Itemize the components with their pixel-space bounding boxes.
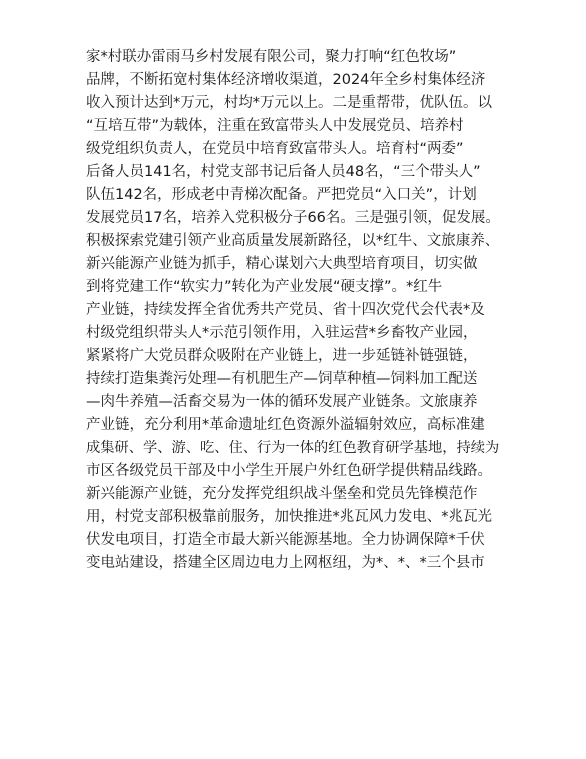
text-line: “互培互带”为载体，注重在致富带头人中发展党员、培养村 bbox=[86, 118, 464, 134]
text-line: 发展党员17名，培养入党积极分子66名。三是强引领，促发展。 bbox=[86, 210, 500, 226]
text-line: 积极探索党建引领产业高质量发展新路径，以*红牛、文旅康养、 bbox=[86, 233, 500, 249]
text-line: —肉牛养殖—活畜交易为一体的循环发展产业链条。文旅康养 bbox=[86, 394, 478, 410]
text-line: 变电站建设，搭建全区周边电力上网枢纽，为*、*、*三个县市 bbox=[86, 555, 485, 571]
text-line: 村级党组织带头人*示范引领作用，入驻运营*乡畜牧产业园， bbox=[86, 325, 478, 341]
text-line: 收入预计达到*万元，村均*万元以上。二是重帮带，优队伍。以 bbox=[86, 95, 492, 111]
text-line: 产业链，持续发挥全省优秀共产党员、省十四次党代会代表*及 bbox=[86, 302, 485, 318]
text-line: 紧紧将广大党员群众吸附在产业链上，进一步延链补链强链， bbox=[86, 348, 478, 364]
text-line: 市区各级党员干部及中小学生开展户外红色研学提供精品线路。 bbox=[86, 463, 492, 479]
text-line: 级党组织负责人，在党员中培育致富带头人。培育村“两委” bbox=[86, 141, 464, 157]
text-line: 家*村联办雷雨马乡村发展有限公司，聚力打响“红色牧场” bbox=[86, 49, 457, 65]
body-text bbox=[86, 46, 506, 575]
text-line: 用，村党支部积极靠前服务，加快推进*兆瓦风力发电、*兆瓦光 bbox=[86, 509, 492, 525]
text-line: 品牌，不断拓宽村集体经济增收渠道，2024年全乡村集体经济 bbox=[86, 72, 486, 88]
text-line: 持续打造集粪污处理—有机肥生产—饲草种植—饲料加工配送 bbox=[86, 371, 478, 387]
text-line: 产业链，充分利用*革命遗址红色资源外溢辐射效应，高标准建 bbox=[86, 417, 485, 433]
text-line: 新兴能源产业链，充分发挥党组织战斗堡垒和党员先锋模范作 bbox=[86, 486, 478, 502]
text-line: 伏发电项目，打造全市最大新兴能源基地。全力协调保障*千伏 bbox=[86, 532, 485, 548]
text-line: 到将党建工作“软实力”转化为产业发展“硬支撑”。*红牛 bbox=[86, 279, 443, 295]
text-line: 新兴能源产业链为抓手，精心谋划六大典型培育项目，切实做 bbox=[86, 256, 478, 272]
text-line: 队伍142名，形成老中青梯次配备。严把党员“入口关”，计划 bbox=[86, 187, 477, 203]
text-line: 成集研、学、游、吃、住、行为一体的红色教育研学基地，持续为 bbox=[86, 440, 500, 456]
text-line: 后备人员141名，村党支部书记后备人员48名，“三个带头人” bbox=[86, 164, 481, 180]
